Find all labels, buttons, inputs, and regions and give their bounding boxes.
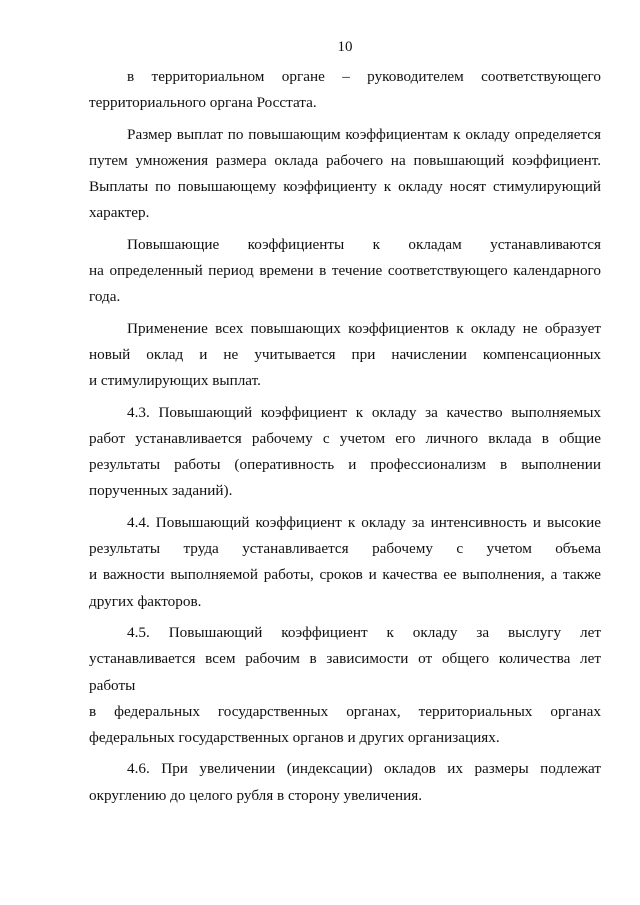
text-line: федеральных государственных органов и других организациях. [89,729,500,747]
text-line: и важности выполняемой работы, сроков и качества ее выполнения, а также [89,566,601,584]
text-line: 4.4. Повышающий коэффициент к окладу за интенсивность и высокие [127,513,601,531]
paragraph-4-3 [89,400,601,505]
text-line: Повышающие коэффициенты к окладам устанавливаются [127,235,601,253]
text-line: результаты труда устанавливается рабочему с учетом объема [89,540,601,558]
text-line: 4.5. Повышающий коэффициент к окладу за выслугу лет [127,623,601,641]
paragraph-payment-size [89,122,601,227]
text-line: работ устанавливается рабочему с учетом его личного вклада в общие [89,429,601,447]
text-line: порученных заданий). [89,482,233,500]
text-line: года. [89,288,121,306]
paragraph-4-5 [89,620,601,751]
text-line: путем умножения размера оклада рабочего на повышающий коэффициент. [89,151,601,169]
text-line: территориального органа Росстата. [89,94,317,112]
paragraph-4-4 [89,510,601,615]
text-line: 4.6. При увеличении (индексации) окладов их размеры подлежат [127,760,601,778]
text-line: результаты работы (оперативность и профессионализм в выполнении [89,456,601,474]
text-line: в территориальном органе – руководителем соответствующего [127,68,601,85]
page-number: 10 [337,39,353,55]
text-line: Выплаты по повышающему коэффициенту к окладу носят стимулирующий [89,178,601,196]
text-line: округлению до целого рубля в сторону увеличения. [89,786,423,804]
text-line: в федеральных государственных органах, территориальных органах [89,702,601,720]
text-line: на определенный период времени в течение соответствующего календарного [89,262,601,280]
text-line: и стимулирующих выплат. [89,372,261,390]
document-body [89,64,601,814]
paragraph-4-6 [89,756,601,809]
text-line: характер. [89,204,150,222]
paragraph-coefficients-period [89,232,601,311]
paragraph-application [89,316,601,395]
text-line: 4.3. Повышающий коэффициент к окладу за качество выполняемых [127,403,601,421]
text-line: Размер выплат по повышающим коэффициентам к окладу определяется [127,125,601,143]
text-line: устанавливается всем рабочим в зависимости от общего количества лет работы [89,650,601,694]
paragraph-continuation [89,64,601,117]
text-line: других факторов. [89,592,202,610]
text-line: новый оклад и не учитывается при начислении компенсационных [89,345,601,363]
text-line: Применение всех повышающих коэффициентов к окладу не образует [127,319,601,337]
